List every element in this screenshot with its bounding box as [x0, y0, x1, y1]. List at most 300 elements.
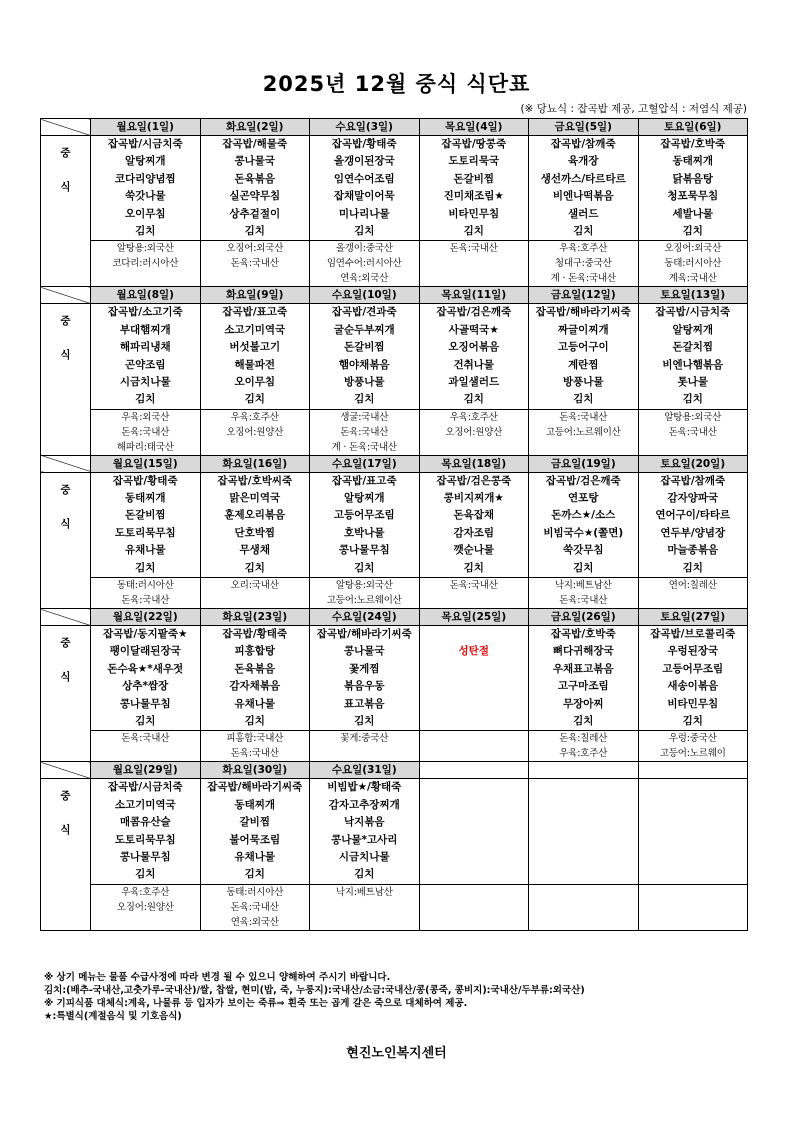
dish-item [529, 779, 638, 796]
dish-item: 유채나물 [234, 850, 276, 863]
origin-item: 돈육:국내산 [230, 748, 279, 760]
dish-item: 오이무침 [234, 375, 276, 388]
meal-label [41, 472, 91, 608]
dish-item: 감자채볶음 [229, 680, 281, 693]
dish-item: 새송이볶음 [667, 680, 719, 693]
meal-label-top: 중 [60, 147, 71, 159]
day-header: 화요일(23일) [200, 609, 310, 626]
dish-item: 피홍합탕 [234, 645, 276, 658]
meal-label-bottom: 식 [60, 517, 71, 530]
dish-item: 짜글이찌개 [557, 323, 609, 336]
dish-item: 콩나물국 [343, 645, 385, 658]
meal-label [41, 626, 91, 762]
dish-item: 김치 [573, 714, 594, 727]
dish-item: 꽃게찜 [349, 662, 380, 675]
origin-item [639, 900, 748, 915]
dish-item [420, 866, 529, 883]
origin-item: 오징어:외국산 [226, 243, 284, 255]
dish-item: 잡곡밥/검은깨죽 [436, 306, 512, 319]
dish-item: 비빔국수★(쫄면) [543, 526, 624, 539]
origin-item: 우육:외국산 [121, 411, 170, 423]
dish-item: 과일샐러드 [448, 375, 500, 388]
dish-item: 감자고추장찌개 [328, 798, 400, 811]
dish-item: 코다리양념찜 [114, 172, 176, 185]
origin-row [41, 731, 748, 762]
dish-item: 콩나물무침 [338, 544, 390, 557]
dish-item: 돈육볶음 [234, 662, 276, 675]
origin-item: 돈육:국내산 [230, 901, 279, 913]
day-header: 월요일(15일) [91, 455, 201, 472]
dish-item: 샐러드 [568, 207, 599, 220]
dish-cell [91, 626, 201, 731]
dish-item: 톳나물 [677, 375, 708, 388]
dish-item: 해물파전 [234, 358, 276, 371]
origin-cell [419, 731, 529, 762]
meal-label-top: 중 [60, 483, 71, 496]
dish-item: 매콤유산슬 [119, 816, 171, 829]
dish-item: 김치 [244, 393, 265, 406]
origin-item [420, 900, 529, 915]
origin-cell [91, 884, 201, 930]
origin-item [420, 593, 529, 608]
day-header: 금요일(5일) [529, 119, 639, 136]
dish-item: 돈육잡채 [453, 509, 495, 522]
origin-item: 생굴:국내산 [340, 411, 389, 423]
dish-item: 김치 [463, 393, 484, 406]
origin-item [420, 915, 529, 930]
dish-item: 알탕찌개 [672, 323, 714, 336]
dish-item: 비빔밥★/황태죽 [327, 781, 402, 794]
dish-item: 감자양파국 [667, 492, 719, 505]
day-header: 수요일(24일) [310, 609, 420, 626]
dish-cell [529, 136, 639, 241]
origin-row [41, 241, 748, 287]
origin-item: 동태:러시아산 [664, 258, 722, 270]
notes [44, 971, 585, 1023]
meal-label-bottom: 식 [60, 181, 71, 193]
dish-item: 청포묵무침 [667, 190, 719, 203]
day-header: 월요일(22일) [91, 609, 201, 626]
dish-item [529, 832, 638, 849]
origin-cell [310, 884, 420, 930]
day-header: 목요일(25일) [419, 609, 529, 626]
dish-item: 김치 [682, 714, 703, 727]
origin-item: 우육:호주산 [559, 748, 608, 760]
day-header: 월요일(1일) [91, 119, 201, 136]
dish-item: 연두부/양념장 [660, 526, 726, 539]
note-line: ※ 상기 메뉴는 물품 수급사정에 따라 변경 될 수 있으니 양해하여 주시기 바랍니다. [44, 972, 391, 983]
origin-item [639, 915, 748, 930]
dish-cell [200, 779, 310, 884]
dish-item: 김치 [244, 714, 265, 727]
day-header: 금요일(19일) [529, 455, 639, 472]
dish-item: 훈제오리볶음 [224, 509, 286, 522]
origin-item [310, 915, 419, 930]
origin-item: 올갱이:중국산 [335, 243, 393, 255]
diet-note: (※ 당뇨식 : 잡곡밥 제공, 고혈압식 : 저염식 제공) [520, 103, 747, 115]
dish-item: 김치 [135, 393, 156, 406]
origin-item: 고등어:노르웨이산 [326, 595, 402, 607]
dish-item: 임연수어조림 [333, 172, 395, 185]
origin-row [41, 409, 748, 455]
dish-item: 잡곡밥/표고죽 [222, 306, 288, 319]
dish-item: 표고볶음 [343, 697, 385, 710]
dish-item: 잡곡밥/호박죽 [550, 628, 616, 641]
blank-line [420, 696, 529, 713]
day-header: 수요일(10일) [310, 287, 420, 304]
dish-cell [419, 626, 529, 731]
origin-item [420, 746, 529, 761]
dish-item: 김치 [354, 561, 375, 574]
center-name: 현진노인복지센터 [346, 1046, 447, 1061]
note-line: ★:특별식(계절음식 및 기호음식) [44, 1011, 182, 1022]
dish-item: 김치 [244, 868, 265, 881]
dish-item: 고구마조림 [557, 680, 609, 693]
dish-item: 유채나물 [124, 544, 166, 557]
dish-item: 김치 [244, 224, 265, 237]
origin-cell [419, 409, 529, 455]
dish-item: 마늘종볶음 [667, 544, 719, 557]
dish-row [41, 779, 748, 884]
origin-cell [200, 884, 310, 930]
origin-cell [529, 578, 639, 609]
dish-cell [200, 626, 310, 731]
origin-item [639, 440, 748, 455]
origin-item [201, 593, 310, 608]
dish-item: 알탕찌개 [343, 492, 385, 505]
dish-item [639, 779, 748, 796]
dish-item: 시금치나물 [338, 850, 390, 863]
dish-item: 잡곡밥/호박씨죽 [217, 474, 293, 487]
dish-item: 잡곡밥/땅콩죽 [441, 138, 507, 150]
dish-item: 김치 [682, 224, 703, 237]
dish-item: 동태찌개 [672, 155, 714, 168]
dish-item: 세발나물 [672, 207, 714, 220]
dish-item [420, 832, 529, 849]
origin-cell [638, 731, 748, 762]
dish-cell [529, 472, 639, 577]
dish-item: 생선까스/타르타르 [540, 172, 626, 185]
dish-item: 잡곡밥/검은깨죽 [545, 474, 621, 487]
dish-cell [529, 626, 639, 731]
dish-item: 비엔나떡볶음 [552, 190, 614, 203]
origin-item: 계 · 돈육:국내산 [550, 273, 616, 285]
dish-cell [638, 472, 748, 577]
origin-item: 코다리:러시아산 [112, 258, 179, 270]
dish-item [529, 866, 638, 883]
day-header: 목요일(4일) [419, 119, 529, 136]
dish-item: 김치 [573, 393, 594, 406]
origin-item: 오리:국내산 [230, 580, 279, 592]
dish-item: 뼈다귀해장국 [552, 645, 614, 658]
dish-item: 잡곡밥/참깨죽 [550, 138, 616, 150]
dish-item: 상추겉절이 [229, 207, 281, 220]
origin-item: 돈육:국내산 [121, 426, 170, 438]
day-header: 월요일(29일) [91, 762, 201, 779]
dish-item: 돈갈비찜 [453, 172, 495, 185]
dish-item [420, 797, 529, 814]
day-header: 화요일(2일) [200, 119, 310, 136]
dish-cell [310, 779, 420, 884]
dish-item: 낙지볶음 [343, 816, 385, 829]
dish-item: 곤약조림 [124, 358, 166, 371]
dish-item: 콩비지찌개★ [443, 492, 504, 505]
origin-cell [638, 578, 748, 609]
blank-line [420, 678, 529, 695]
dish-item [529, 814, 638, 831]
dish-item: 돈육볶음 [234, 172, 276, 185]
dish-item: 불어묵조림 [229, 833, 281, 846]
origin-item [91, 746, 200, 761]
origin-row [41, 884, 748, 930]
dish-item: 비엔나햄볶음 [662, 358, 724, 371]
day-header [638, 762, 748, 779]
dish-item: 잡곡밥/시금치죽 [107, 138, 183, 150]
meal-label-bottom: 식 [60, 824, 71, 837]
origin-cell [91, 731, 201, 762]
origin-item [420, 256, 529, 271]
dish-item: 도토리묵무침 [114, 526, 176, 539]
dish-item: 김치 [463, 224, 484, 237]
origin-item [420, 885, 529, 900]
origin-item [529, 915, 638, 930]
origin-item: 낙지:베트남산 [554, 580, 612, 592]
dish-item: 잡곡밥/동지팥죽★ [103, 628, 188, 641]
dish-item: 연어구이/타타르 [655, 509, 731, 522]
dish-item: 김치 [354, 393, 375, 406]
origin-item [201, 440, 310, 455]
origin-item [639, 593, 748, 608]
day-header: 화요일(16일) [200, 455, 310, 472]
dish-item: 콩나물무침 [119, 697, 171, 710]
dish-item: 우렁된장국 [667, 645, 719, 658]
origin-item: 청대구:중국산 [554, 258, 612, 270]
day-header: 금요일(26일) [529, 609, 639, 626]
week-header-row [41, 762, 748, 779]
dish-item: 돈까스★/소스 [551, 509, 616, 522]
day-header: 목요일(18일) [419, 455, 529, 472]
dish-item: 깻순나물 [453, 544, 495, 557]
origin-cell [310, 731, 420, 762]
week-header-row [41, 119, 748, 136]
dish-item: 소고기미역국 [114, 798, 176, 811]
dish-item: 김치 [573, 561, 594, 574]
origin-cell [638, 409, 748, 455]
origin-cell [200, 241, 310, 287]
dish-item: 방풍나물 [562, 375, 604, 388]
dish-item: 돈갈비찜 [124, 509, 166, 522]
dish-item: 돈갈비찜 [343, 341, 385, 354]
origin-item [201, 271, 310, 286]
dish-item: 건취나물 [453, 358, 495, 371]
page-title: 2025년 12월 중식 식단표 [262, 72, 531, 96]
corner-cell [41, 119, 91, 136]
dish-item: 버섯불고기 [229, 341, 281, 354]
origin-cell [200, 409, 310, 455]
dish-item: 단호박찜 [234, 526, 276, 539]
origin-cell [529, 731, 639, 762]
origin-cell [638, 241, 748, 287]
dish-item: 오징어볶음 [448, 341, 500, 354]
dish-cell [638, 304, 748, 409]
dish-cell [638, 779, 748, 884]
dish-item: 김치 [244, 561, 265, 574]
dish-item: 잡곡밥/검은콩죽 [436, 474, 512, 487]
day-header: 토요일(20일) [638, 455, 748, 472]
dish-item: 잡곡밥/황태죽 [112, 474, 178, 487]
origin-cell [91, 578, 201, 609]
dish-item: 잡곡밥/시금치죽 [107, 781, 183, 794]
origin-cell [419, 578, 529, 609]
meal-label [41, 136, 91, 287]
dish-item: 볶음우동 [343, 680, 385, 693]
dish-item: 감자조림 [453, 526, 495, 539]
week-header-row [41, 455, 748, 472]
dish-cell [200, 472, 310, 577]
origin-cell [529, 241, 639, 287]
origin-cell [310, 578, 420, 609]
dish-item: 콩나물국 [234, 155, 276, 168]
dish-cell [91, 304, 201, 409]
day-header [529, 762, 639, 779]
dish-item: 콩나물무침 [119, 850, 171, 863]
dish-item [420, 849, 529, 866]
dish-cell [200, 136, 310, 241]
origin-item: 돈육:국내산 [340, 426, 389, 438]
dish-item: 시금치나물 [119, 375, 171, 388]
dish-item: 계란찜 [568, 358, 599, 371]
dish-cell [419, 304, 529, 409]
day-header [419, 762, 529, 779]
dish-item: 호박나물 [343, 526, 385, 539]
day-header: 수요일(31일) [310, 762, 420, 779]
note-line: 김치:(배추-국내산,고춧가루-국내산)/쌀, 찹쌀, 현미(밥, 죽, 누룽지):국내산/소금:국내산/콩(콩죽, 콩비지):국내산/두부류:외국산) [44, 985, 585, 996]
dish-item [639, 814, 748, 831]
origin-item: 돈육:칠레산 [559, 733, 608, 745]
dish-item: 잡곡밥/해물죽 [222, 138, 288, 150]
dish-item: 실곤약무침 [229, 190, 281, 203]
dish-row [41, 304, 748, 409]
holiday-label: 성탄절 [458, 645, 489, 658]
dish-item: 무장아찌 [562, 697, 604, 710]
day-header: 토요일(27일) [638, 609, 748, 626]
dish-item: 진미채조림★ [443, 190, 504, 203]
origin-item: 낙지:베트남산 [335, 886, 393, 898]
origin-item: 돈육:국내산 [559, 411, 608, 423]
dish-item: 김치 [463, 561, 484, 574]
dish-item: 팽이달래된장국 [109, 645, 181, 658]
dish-item: 상추*쌈장 [122, 680, 169, 693]
dish-item: 잡곡밥/표고죽 [331, 474, 397, 487]
origin-row [41, 578, 748, 609]
origin-item: 오징어:원양산 [226, 426, 284, 438]
day-header: 금요일(12일) [529, 287, 639, 304]
dish-item: 잡곡밥/황태죽 [331, 138, 397, 150]
dish-cell [529, 779, 639, 884]
dish-cell [91, 779, 201, 884]
origin-item [91, 915, 200, 930]
day-header: 토요일(13일) [638, 287, 748, 304]
dish-item: 잡채말이어묵 [333, 190, 395, 203]
origin-item [529, 440, 638, 455]
week-header-row [41, 609, 748, 626]
dish-item [529, 797, 638, 814]
dish-cell [419, 779, 529, 884]
origin-item: 우육:호주산 [121, 886, 170, 898]
dish-item: 콩나물*고사리 [331, 833, 398, 846]
dish-row [41, 626, 748, 731]
origin-item: 피홍합:국내산 [226, 733, 284, 745]
dish-item: 굴순두부찌개 [333, 323, 395, 336]
dish-cell [310, 626, 420, 731]
note-line: ※ 기피식품 대체식:계육, 나물류 등 입자가 보이는 죽류⇒ 흰죽 또는 곱게 갈은 죽으로 대체하여 제공. [44, 998, 468, 1009]
meal-label-bottom: 식 [60, 671, 71, 684]
origin-item [420, 731, 529, 746]
dish-item: 사골떡국★ [448, 323, 499, 336]
dish-cell [91, 472, 201, 577]
corner-cell [41, 609, 91, 626]
origin-cell [419, 884, 529, 930]
origin-item: 돈육:국내산 [668, 426, 717, 438]
dish-item: 잡곡밥/해바라기씨죽 [207, 781, 303, 794]
dish-row [41, 472, 748, 577]
dish-item: 올갱이된장국 [333, 155, 395, 168]
origin-item: 돈육:국내산 [449, 243, 498, 255]
dish-item: 미나리나물 [338, 207, 390, 220]
dish-cell [310, 472, 420, 577]
dish-item: 돈갈치찜 [672, 341, 714, 354]
blank-line [420, 626, 529, 643]
origin-item: 연어:칠레산 [668, 580, 717, 592]
origin-cell [529, 884, 639, 930]
dish-item: 알탕찌개 [124, 155, 166, 168]
origin-item: 동태:러시아산 [226, 886, 284, 898]
dish-item: 잡곡밥/소고기죽 [107, 306, 183, 319]
blank-line [420, 661, 529, 678]
dish-item: 방풍나물 [343, 375, 385, 388]
dish-item: 쑥갓무침 [562, 544, 604, 557]
corner-cell [41, 762, 91, 779]
dish-item: 김치 [135, 868, 156, 881]
dish-item: 동태찌개 [234, 798, 276, 811]
corner-cell [41, 287, 91, 304]
dish-item: 고등어구이 [557, 341, 609, 354]
dish-item [639, 866, 748, 883]
meal-label-top: 중 [60, 637, 71, 650]
origin-item: 계육:국내산 [668, 273, 717, 285]
dish-item: 해파리냉채 [119, 341, 171, 354]
origin-item: 연육:외국산 [340, 273, 389, 285]
origin-item [639, 885, 748, 900]
origin-item: 꽃게:중국산 [340, 733, 389, 745]
dish-item: 맑은미역국 [229, 492, 281, 505]
origin-item [420, 271, 529, 286]
dish-row [41, 136, 748, 241]
origin-item: 우육:호주산 [230, 411, 279, 423]
meal-label-bottom: 식 [60, 349, 71, 362]
dish-item: 김치 [573, 224, 594, 237]
dish-item: 잡곡밥/견과죽 [331, 306, 397, 319]
dish-item: 갈비찜 [239, 816, 270, 829]
dish-item: 닭볶음탕 [672, 172, 714, 185]
origin-item: 우육:호주산 [559, 243, 608, 255]
origin-item: 오징어:외국산 [664, 243, 722, 255]
origin-item: 알탕용:외국산 [664, 411, 722, 423]
origin-item [420, 440, 529, 455]
dish-item [529, 849, 638, 866]
origin-item: 임연수어:러시아산 [326, 258, 402, 270]
dish-item: 도토리묵국 [448, 155, 500, 168]
